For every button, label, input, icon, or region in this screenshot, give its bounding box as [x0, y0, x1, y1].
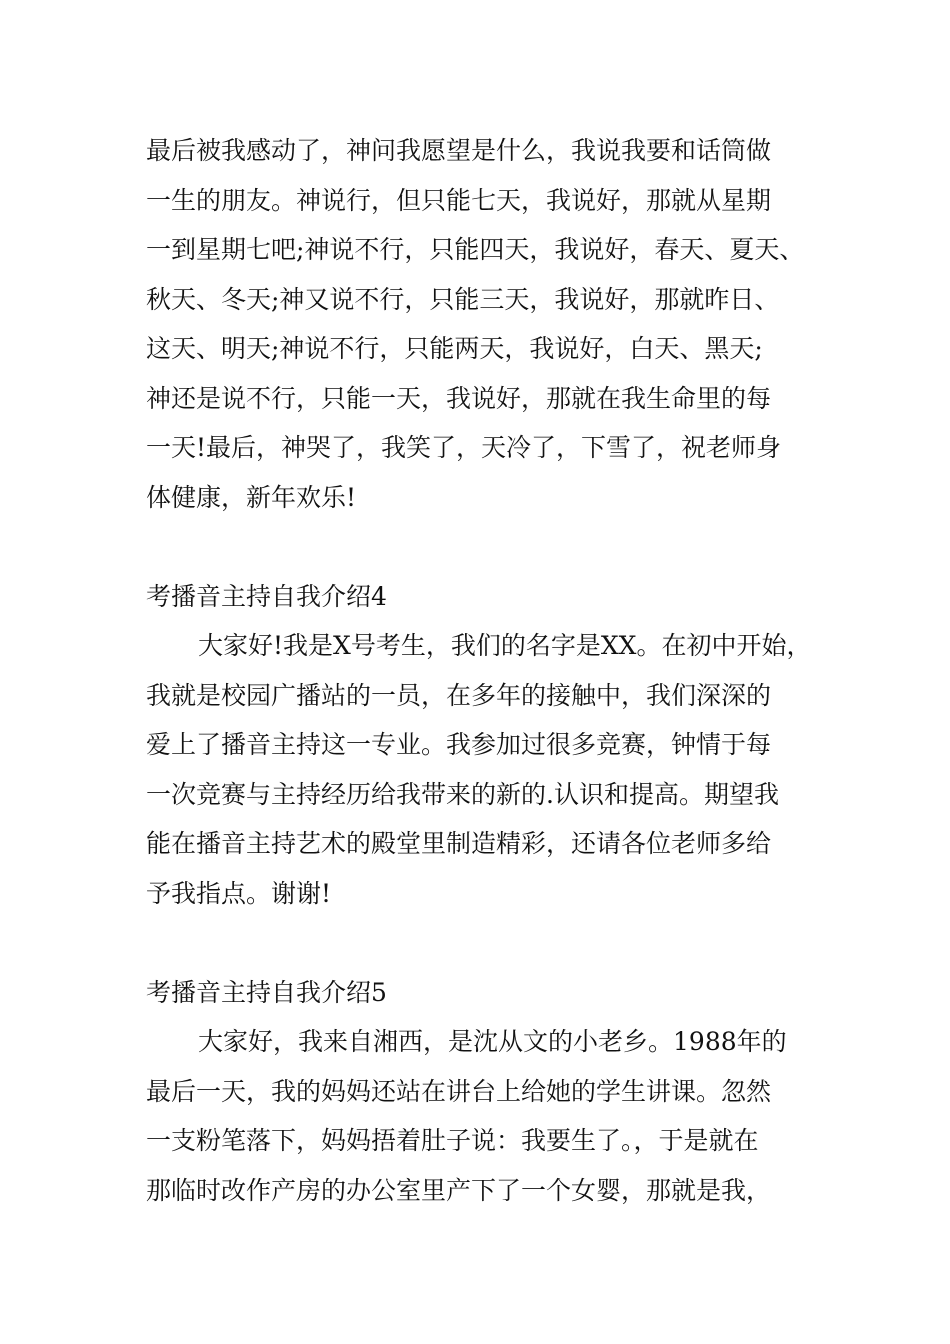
paragraph-line: 一生的朋友。神说行，但只能七天，我说好，那就从星期 — [146, 185, 772, 215]
paragraph-line: 这天、明天;神说不行，只能两天，我说好，白天、黑天; — [146, 334, 763, 363]
paragraph-line: 那临时改作产房的办公室里产下了一个女婴，那就是我， — [146, 1175, 772, 1205]
paragraph-line: 体健康，新年欢乐! — [146, 482, 357, 512]
paragraph-line: 大家好，我来自湘西，是沈从文的小老乡。1988年的 — [198, 1027, 787, 1056]
section-heading: 考播音主持自我介绍5 — [146, 977, 387, 1007]
paragraph-line: 一天!最后，神哭了，我笑了，天冷了，下雪了，祝老师身 — [146, 433, 782, 462]
paragraph-line: 一支粉笔落下，妈妈捂着肚子说：我要生了。，于是就在 — [146, 1126, 759, 1155]
paragraph-line: 秋天、冬天;神又说不行，只能三天，我说好，那就昨日、 — [146, 284, 780, 314]
paragraph-line: 最后被我感动了，神问我愿望是什么，我说我要和话筒做 — [146, 136, 772, 165]
section-3-continuation — [146, 126, 836, 522]
paragraph-line: 予我指点。谢谢! — [146, 878, 332, 908]
paragraph-line: 我就是校园广播站的一员，在多年的接触中，我们深深的 — [146, 680, 772, 710]
section-5 — [146, 968, 836, 1216]
paragraph-line: 大家好!我是X号考生，我们的名字是XX。在初中开始， — [198, 631, 812, 660]
paragraph-line: 神还是说不行，只能一天，我说好，那就在我生命里的每 — [146, 383, 772, 413]
section-4 — [146, 572, 836, 919]
section-heading: 考播音主持自我介绍4 — [146, 581, 387, 611]
paragraph-line: 一次竞赛与主持经历给我带来的新的.认识和提高。期望我 — [146, 779, 779, 809]
paragraph-line: 一到星期七吧;神说不行，只能四天，我说好，春天、夏天、 — [146, 235, 805, 264]
paragraph-line: 能在播音主持艺术的殿堂里制造精彩，还请各位老师多给 — [146, 829, 772, 858]
paragraph-line: 爱上了播音主持这一专业。我参加过很多竞赛，钟情于每 — [146, 730, 772, 759]
paragraph-line: 最后一天，我的妈妈还站在讲台上给她的学生讲课。忽然 — [146, 1076, 772, 1106]
document-body — [146, 126, 836, 1215]
